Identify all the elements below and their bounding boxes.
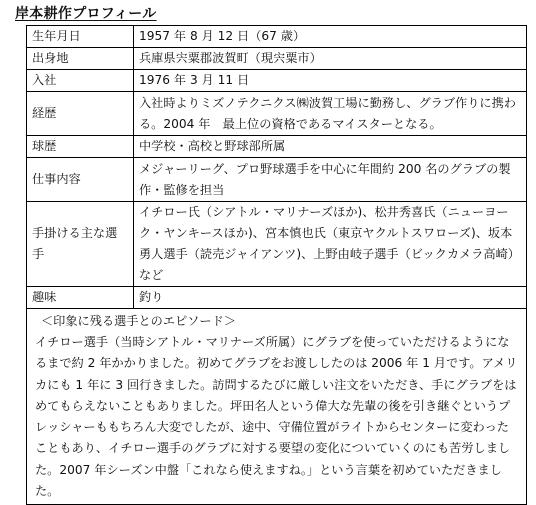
row-label: 生年月日 xyxy=(27,26,134,48)
table-row xyxy=(27,26,527,48)
table-row xyxy=(27,158,527,202)
row-label: 仕事内容 xyxy=(27,158,134,202)
row-value: メジャーリーグ、プロ野球選手を中心に年間約 200 名のグラブの製作・監修を担当 xyxy=(134,158,527,202)
table-row xyxy=(27,70,527,92)
profile-table xyxy=(26,25,527,505)
row-value: 入社時よりミズノテクニクス㈱波賀工場に勤務し、グラブ作りに携わる。2004 年 最上位の資格であるマイスターとなる。 xyxy=(134,92,527,136)
episode-row xyxy=(27,309,527,505)
table-row xyxy=(27,202,527,287)
row-label: 趣味 xyxy=(27,287,134,309)
episode-body: イチロー選手（当時シアトル・マリナーズ所属）にグラブを使っていただけるようになるまで約 2 年かかりました。初めてグラブをお渡ししたのは 2006 年 1 月です。アメリカにも 1 年に 3 回行きました。訪問するたびに厳しい注文をいただき、手にグラブをはめてもらえないこともありました。坪田名人という偉大な先輩の後を引き継ぐというプレッシャーももちろん大変でしたが、途中、守備位置がライトからセンターに変わったこともあり、イチロー選手のグラブに対する要望の変化についていくのにも苦労しました。2007 年シーズン中盤「これなら使えますね。」という言葉を初めていただきました。 xyxy=(35,335,518,499)
episode-cell xyxy=(27,309,527,505)
row-label: 入社 xyxy=(27,70,134,92)
row-label: 出身地 xyxy=(27,48,134,70)
table-row xyxy=(27,92,527,136)
row-label: 球歴 xyxy=(27,136,134,158)
row-value: イチロー氏（シアトル・マリナーズほか)、松井秀喜氏（ニューヨーク・ヤンキースほか)、宮本慎也氏（東京ヤクルトスワローズ)、坂本勇人選手（読売ジャイアンツ)、上野由岐子選手（ビックカメラ高崎）など xyxy=(134,202,527,287)
table-row xyxy=(27,287,527,309)
row-value: 1976 年 3 月 11 日 xyxy=(134,70,527,92)
table-row xyxy=(27,48,527,70)
row-value: 兵庫県宍粟郡波賀町（現宍粟市） xyxy=(134,48,527,70)
page-title: 岸本耕作プロフィール xyxy=(15,6,157,22)
row-label: 手掛ける主な選手 xyxy=(27,202,134,287)
table-row xyxy=(27,136,527,158)
row-value: 釣り xyxy=(134,287,527,309)
row-label: 経歴 xyxy=(27,92,134,136)
row-value: 中学校・高校と野球部所属 xyxy=(134,136,527,158)
row-value: 1957 年 8 月 12 日（67 歳） xyxy=(134,26,527,48)
episode-title: ＜印象に残る選手とのエピソード＞ xyxy=(41,314,236,328)
